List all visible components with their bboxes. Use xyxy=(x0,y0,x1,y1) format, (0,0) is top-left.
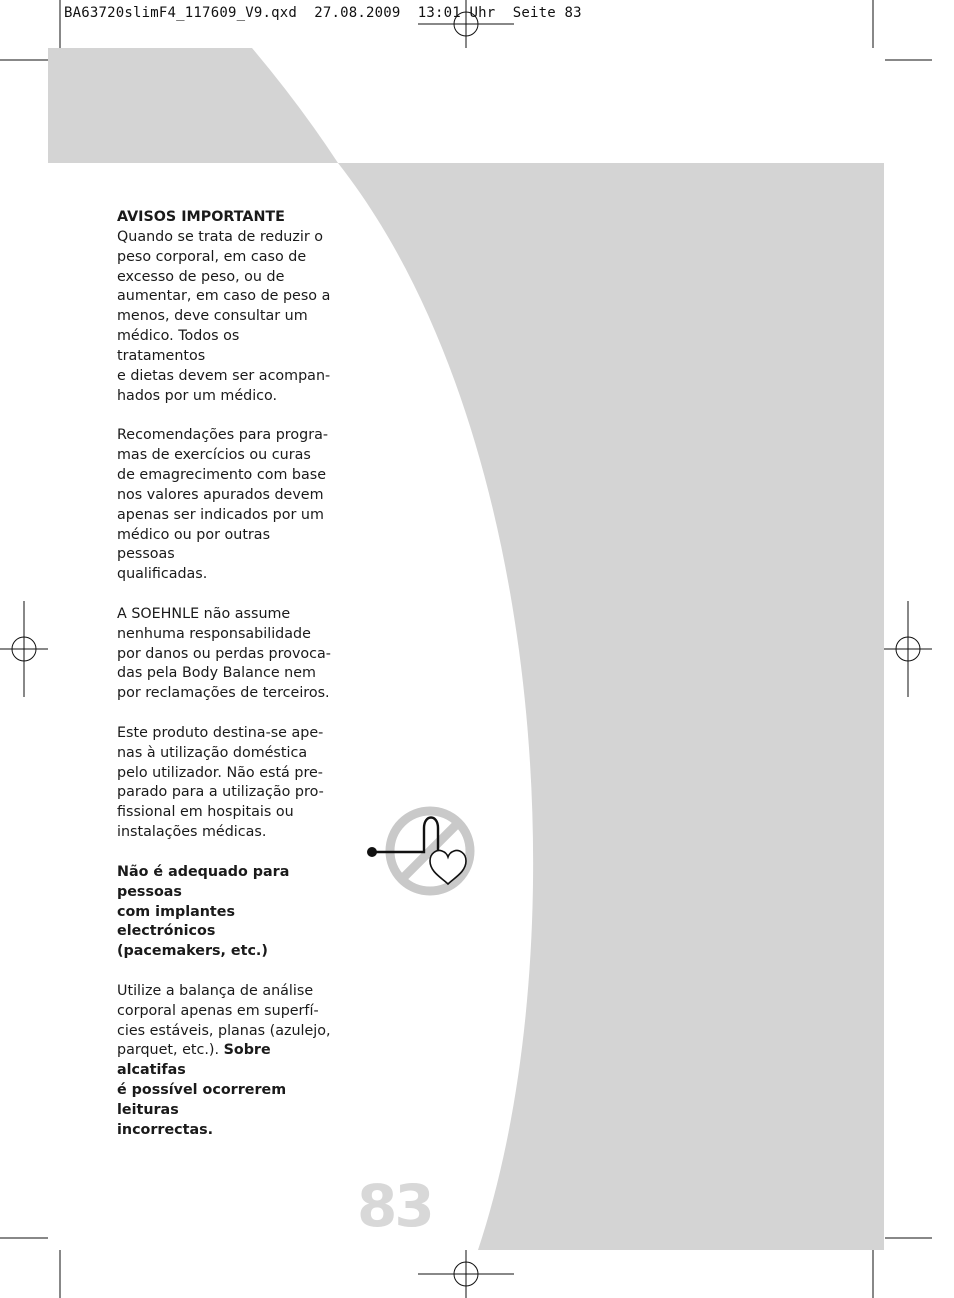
section-title: AVISOS IMPORTANTE xyxy=(117,209,285,225)
paragraph-surface-usage xyxy=(117,982,332,1141)
paragraph-exercise-recommendations: Recomendações para progra- mas de exercícios ou curas de emagrecimento com base nos valores apurados devem apenas ser indicados por um médico ou por outras pessoas qualificadas. xyxy=(117,427,328,583)
no-pacemaker-icon xyxy=(362,800,482,904)
right-gray-panel xyxy=(338,163,884,1250)
warnings-text-column xyxy=(117,208,332,1161)
surface-usage-text: Utilize a balança de análise corporal apenas em superfí- cies estáveis, planas (azulejo, parquet, etc.). xyxy=(117,982,331,1059)
paragraph-weight-advice: Quando se trata de reduzir o peso corporal, em caso de excesso de peso, ou de aumentar, em caso de peso a menos, deve consultar um médico. Todos os tratamentos e dietas devem ser acompan- hados por um médico. xyxy=(117,228,331,404)
paragraph-liability: A SOEHNLE não assume nenhuma responsabilidade por danos ou perdas provoca- das pela Body Balance nem por reclamações de terceiros. xyxy=(117,605,331,702)
top-gray-band xyxy=(48,48,338,163)
warnings-section xyxy=(117,208,332,406)
page-number: 83 xyxy=(357,1172,432,1240)
paragraph-domestic-use: Este produto destina-se ape- nas à utilização doméstica pelo utilizador. Não está pre- parado para a utilização pro- fissional em hospitais ou instalações médicas. xyxy=(117,724,324,841)
carpet-warning-text: Sobre alcatifas é possível ocorrerem leituras incorrectas. xyxy=(117,1042,287,1138)
paragraph-implant-warning: Não é adequado para pessoas com implantes electrónicos (pacemakers, etc.) xyxy=(117,863,290,960)
print-slug-header: BA63720slimF4_117609_V9.qxd 27.08.2009 13:01 Uhr Seite 83 xyxy=(64,5,582,21)
